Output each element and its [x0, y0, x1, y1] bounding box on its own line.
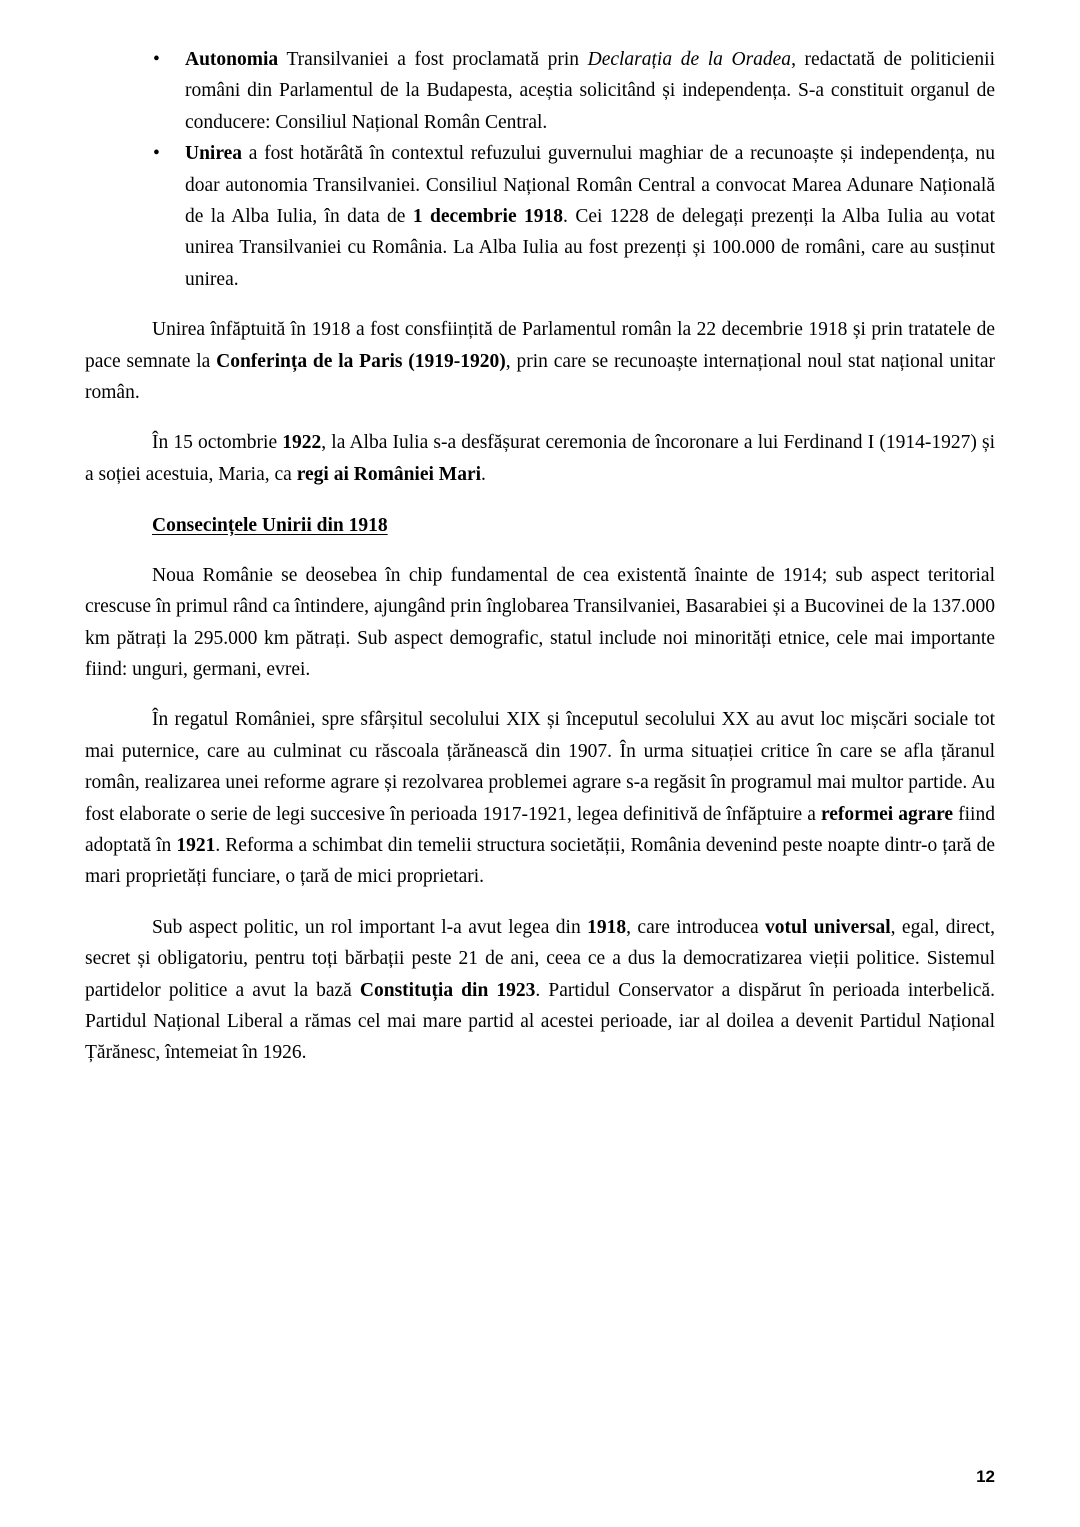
paragraph-text: Noua Românie se deosebea în chip fundamental de cea existentă înainte de 1914; sub aspect teritorial crescuse în primul rând ca întindere, ajungând prin înglobarea Transilvaniei, Basarabiei și a Bucovinei de la 137.000 km pătrați la 295.000 km pătrați. Sub aspect demografic, statul include noi minorități etnice, cele mai importante fiind: unguri, germani, evrei.	[85, 564, 995, 680]
bullet-icon: •	[153, 49, 160, 70]
paragraph-text: Unirea înfăptuită în 1918 a fost consființită de Parlamentul român la 22 decembrie 1918 și prin tratatele de pace semnate la	[85, 319, 995, 372]
paragraph-text-continued: , la Alba Iulia s-a desfășurat ceremonia de încoronare a lui Ferdinand I (1914-1927) și a soției acestuia, Maria, ca	[85, 432, 995, 485]
list-item-text: a fost hotărâtă în contextul refuzului guvernului maghiar de a recunoaște și independența, nu doar autonomia Transilvaniei. Consiliul Național Român Central a convocat Marea Adunare Națională de la Alba Iulia, în data de	[185, 143, 995, 228]
paragraph-text-continued: , care introducea	[626, 916, 766, 938]
page-section-heading: Consecințele Unirii din 1918	[152, 515, 388, 537]
bullet-icon: •	[153, 143, 160, 165]
paragraph-text-continued: , prin care se recunoaște internațional noul stat național unitar român.	[85, 350, 995, 404]
paragraph-bold-reforma-agrara: reformei agrare	[820, 803, 954, 825]
page-number: 12	[976, 1467, 995, 1486]
paragraph-bold-year-1921: 1921	[176, 834, 216, 856]
list-item-text-continued: , redactată de politicienii români din Parlamentul de la Budapesta, aceștia solicitând și independența. S-a constituit organul de conducere: Consiliul Național Român Central.	[185, 49, 995, 133]
list-item-italic-title: Declarația de la Oradea	[587, 49, 792, 70]
list-item-text: Transilvaniei a fost proclamată prin	[278, 49, 588, 70]
paragraph-sub-aspect-politic	[85, 912, 995, 1069]
list-item-lead-term: Unirea	[185, 143, 243, 165]
bullet-list	[85, 44, 995, 295]
paragraph-text-end: . Partidul Conservator a dispărut în perioada interbelică. Partidul Național Liberal a rămas cel mai mare partid al acestei perioade, iar al doilea a devenit Partidul Național Țărănesc, întemeiat în 1926.	[85, 979, 995, 1064]
list-item	[85, 138, 995, 295]
paragraph-text-end: .	[481, 463, 486, 485]
list-item-text-continued: . Cei 1228 de delegați prezenți la Alba Iulia au votat unirea Transilvaniei cu România. La Alba Iulia au fost prezenți și 100.000 de români, care au susținut unirea.	[185, 206, 996, 290]
paragraph-text: În regatul României, spre sfârșitul secolului XIX și începutul secolului XX au avut loc mișcări sociale tot mai puternice, care au culminat cu răscoala țărănească din 1907. În urma situației critice în care se afla țăranul român, realizarea unei reforme agrare și rezolvarea problemei agrare s-a regăsit în programul mai multor partide. Au fost elaborate o serie de legi succesive în perioada 1917-1921, legea definitivă de înfăptuire a	[85, 709, 995, 825]
paragraph-bold-vot-universal: votul universal	[765, 916, 891, 938]
paragraph-bold-year-1918: 1918	[587, 916, 627, 938]
paragraph-text-end: . Reforma a schimbat din temelii structura societății, România devenind peste noapte dintr-o țară de mari proprietăți funciare, o țară de mici proprietari.	[85, 834, 995, 888]
paragraph-bold-constitutia-1923: Constituția din 1923	[359, 979, 536, 1001]
paragraph-incoronare	[85, 427, 995, 490]
page-content	[85, 44, 995, 1069]
paragraph-regatul-romaniei	[85, 704, 995, 892]
paragraph-text: Sub aspect politic, un rol important l-a avut legea din	[152, 916, 588, 938]
paragraph-text-continued-2: , egal, direct, secret și obligatoriu, pentru toți bărbații peste 21 de ani, ceea ce a dus la democratizarea vieții politice. Sistemul partidelor politice a avut la bază	[85, 916, 995, 1001]
paragraph-bold-year-1922: 1922	[282, 432, 322, 454]
paragraph-text: În 15 octombrie	[152, 432, 283, 454]
list-item-bold-date: 1 decembrie 1918	[412, 206, 564, 228]
paragraph-noua-romanie	[85, 560, 995, 686]
paragraph-unirea-consfiintita	[85, 314, 995, 408]
paragraph-bold-regi: regi ai României Mari	[296, 463, 482, 485]
paragraph-text-continued: fiind adoptată în	[85, 803, 995, 856]
paragraph-bold-conferinta: Conferința de la Paris (1919-1920)	[216, 350, 506, 372]
list-item	[85, 44, 995, 138]
section-heading-wrapper	[85, 510, 995, 541]
list-item-lead-term: Autonomia	[185, 49, 279, 70]
